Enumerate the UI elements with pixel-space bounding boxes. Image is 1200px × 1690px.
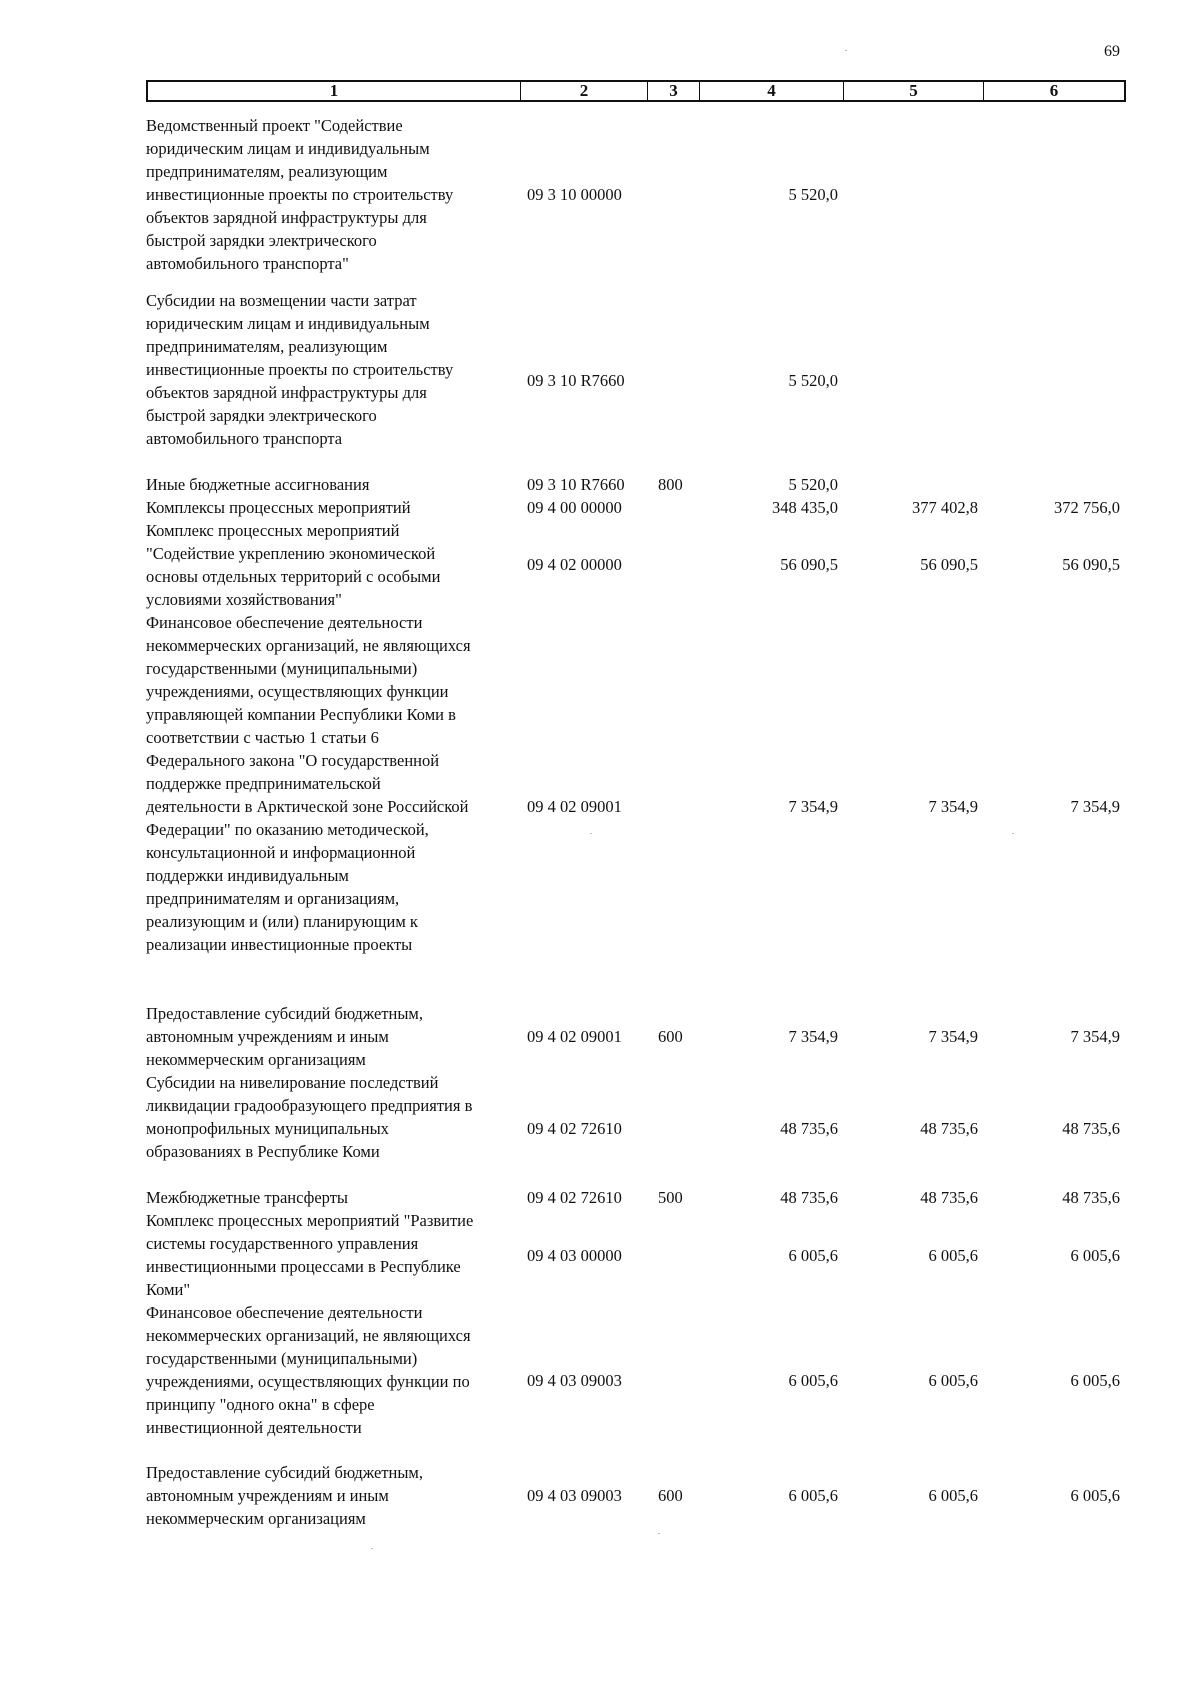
row-value-5: 7 354,9 xyxy=(928,797,978,816)
row-value-5: 7 354,9 xyxy=(928,1027,978,1046)
row-name: Субсидии на нивелирование последствий ликвидации градообразующего предприятия в монопрофильных муниципальных образованиях в Республике Коми xyxy=(146,1073,473,1161)
scan-speck xyxy=(590,833,592,834)
row-value-4: 56 090,5 xyxy=(780,555,838,574)
row-name: Финансовое обеспечение деятельности некоммерческих организаций, не являющихся государственными (муниципальными) учреждениями, осуществляющих функции по принципу "одного окна" в сфере инвестиционной деятельности xyxy=(146,1303,471,1437)
row-type: 600 xyxy=(658,1027,683,1046)
header-col-4: 4 xyxy=(700,82,844,100)
row-value-5: 48 735,6 xyxy=(920,1119,978,1138)
row-value-4: 7 354,9 xyxy=(788,797,838,816)
header-col-3: 3 xyxy=(648,82,700,100)
row-value-6: 6 005,6 xyxy=(1070,1246,1120,1265)
row-value-4: 348 435,0 xyxy=(772,498,838,517)
row-value-4: 5 520,0 xyxy=(788,371,838,390)
row-value-6: 48 735,6 xyxy=(1062,1188,1120,1207)
scan-speck xyxy=(1012,833,1014,834)
row-code: 09 4 03 09003 xyxy=(527,1371,622,1390)
row-type: 800 xyxy=(658,475,683,494)
row-name: Иные бюджетные ассигнования xyxy=(146,475,370,494)
row-value-4: 6 005,6 xyxy=(788,1371,838,1390)
row-name: Комплексы процессных мероприятий xyxy=(146,498,411,517)
row-name: Комплекс процессных мероприятий "Развитие системы государственного управления инвестиционными процессами в Республике Коми" xyxy=(146,1211,474,1299)
page-number: 69 xyxy=(1104,43,1120,60)
row-value-4: 48 735,6 xyxy=(780,1188,838,1207)
row-name: Предоставление субсидий бюджетным, автономным учреждениям и иным некоммерческим организациям xyxy=(146,1004,423,1069)
row-name: Комплекс процессных мероприятий "Содействие укреплению экономической основы отдельных территорий с особыми условиями хозяйствования" xyxy=(146,521,441,609)
row-value-6: 7 354,9 xyxy=(1070,1027,1120,1046)
row-code: 09 3 10 R7660 xyxy=(527,371,625,390)
row-code: 09 4 02 09001 xyxy=(527,1027,622,1046)
row-code: 09 4 02 72610 xyxy=(527,1119,622,1138)
row-name: Предоставление субсидий бюджетным, автономным учреждениям и иным некоммерческим организациям xyxy=(146,1463,423,1528)
row-type: 600 xyxy=(658,1486,683,1505)
row-code: 09 4 02 00000 xyxy=(527,555,622,574)
row-code: 09 4 00 00000 xyxy=(527,498,622,517)
row-value-6: 48 735,6 xyxy=(1062,1119,1120,1138)
row-value-4: 7 354,9 xyxy=(788,1027,838,1046)
row-code: 09 4 03 09003 xyxy=(527,1486,622,1505)
table-header xyxy=(146,80,1126,102)
row-value-6: 6 005,6 xyxy=(1070,1371,1120,1390)
scan-speck xyxy=(845,50,847,51)
row-name: Финансовое обеспечение деятельности некоммерческих организаций, не являющихся государственными (муниципальными) учреждениями, осуществляющих функции управляющей компании Республики Коми в соответствии с частью 1 статьи 6 Федерального закона "О государственной поддержке предпринимательской деятельности в Арктической зоне Российской Федерации" по оказанию методической, консультационной и информационной поддержки индивидуальным предпринимателям и организациям, реализующим и (или) планирующим к реализации инвестиционные проекты xyxy=(146,613,471,954)
row-value-5: 377 402,8 xyxy=(912,498,978,517)
header-col-6: 6 xyxy=(1049,81,1059,100)
row-value-4: 48 735,6 xyxy=(780,1119,838,1138)
row-value-4: 6 005,6 xyxy=(788,1246,838,1265)
row-code: 09 4 02 72610 xyxy=(527,1188,622,1207)
row-value-6: 372 756,0 xyxy=(1054,498,1120,517)
row-value-6: 7 354,9 xyxy=(1070,797,1120,816)
row-value-5: 48 735,6 xyxy=(920,1188,978,1207)
scan-speck xyxy=(371,1548,373,1549)
header-col-2: 2 xyxy=(521,82,648,100)
row-value-6: 6 005,6 xyxy=(1070,1486,1120,1505)
row-code: 09 4 03 00000 xyxy=(527,1246,622,1265)
row-name: Межбюджетные трансферты xyxy=(146,1188,349,1207)
row-code: 09 4 02 09001 xyxy=(527,797,622,816)
row-code: 09 3 10 R7660 xyxy=(527,475,625,494)
row-type: 500 xyxy=(658,1188,683,1207)
row-value-5: 6 005,6 xyxy=(928,1246,978,1265)
header-col-1: 1 xyxy=(148,82,521,100)
header-col-5: 5 xyxy=(844,82,984,100)
row-name: Субсидии на возмещении части затрат юридическим лицам и индивидуальным предпринимателям, реализующим инвестиционные проекты по строительству объектов зарядной инфраструктуры для быстрой зарядки электрического автомобильного транспорта xyxy=(146,291,454,448)
row-value-5: 6 005,6 xyxy=(928,1486,978,1505)
row-value-4: 5 520,0 xyxy=(788,185,838,204)
row-value-6: 56 090,5 xyxy=(1062,555,1120,574)
scan-speck xyxy=(658,1533,660,1534)
row-name: Ведомственный проект "Содействие юридическим лицам и индивидуальным предпринимателям, реализующим инвестиционные проекты по строительству объектов зарядной инфраструктуры для быстрой зарядки электрического автомобильного транспорта" xyxy=(146,116,454,273)
row-value-5: 6 005,6 xyxy=(928,1371,978,1390)
row-value-4: 6 005,6 xyxy=(788,1486,838,1505)
row-value-4: 5 520,0 xyxy=(788,475,838,494)
row-code: 09 3 10 00000 xyxy=(527,185,622,204)
row-value-5: 56 090,5 xyxy=(920,555,978,574)
